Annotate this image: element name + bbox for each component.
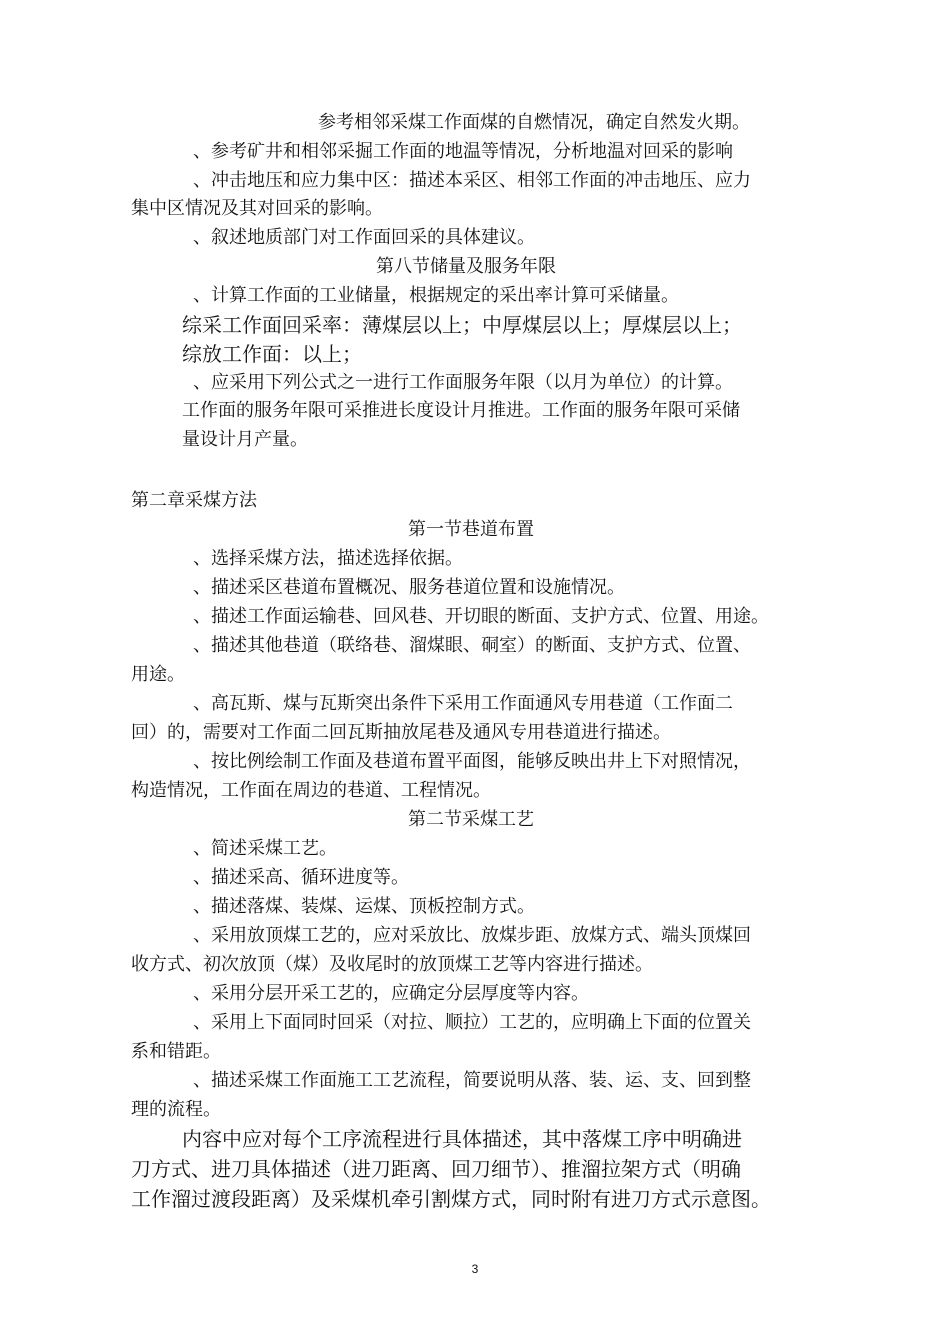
list-item: 、采用分层开采工艺的，应确定分层厚度等内容。: [193, 983, 589, 1004]
section-title: 第一节巷道布置: [408, 519, 534, 540]
text-line: 集中区情况及其对回采的影响。: [131, 198, 383, 219]
list-item: 、采用上下面同时回采（对拉、顺拉）工艺的，应明确上下面的位置关: [193, 1012, 751, 1033]
text-line: 系和错距。: [131, 1041, 221, 1062]
list-item: 、选择采煤方法，描述选择依据。: [193, 548, 463, 569]
list-item: 、描述采区巷道布置概况、服务巷道位置和设施情况。: [193, 577, 625, 598]
text-line: 参考相邻采煤工作面煤的自燃情况，确定自然发火期。: [318, 112, 750, 133]
text-line: 综采工作面回采率：薄煤层以上；中厚煤层以上；厚煤层以上；: [182, 313, 742, 337]
text-line: 工作面的服务年限可采推进长度设计月推进。工作面的服务年限可采储: [182, 400, 740, 421]
list-item: 、采用放顶煤工艺的，应对采放比、放煤步距、放煤方式、端头顶煤回: [193, 925, 751, 946]
list-item: 、描述采煤工作面施工工艺流程，简要说明从落、装、运、支、回到整: [193, 1070, 751, 1091]
text-line: 用途。: [131, 664, 185, 685]
list-item: 、描述落煤、装煤、运煤、顶板控制方式。: [193, 896, 535, 917]
section-title: 第二节采煤工艺: [408, 809, 534, 830]
list-item: 、按比例绘制工作面及巷道布置平面图，能够反映出井上下对照情况，: [193, 751, 751, 772]
list-item: 、计算工作面的工业储量，根据规定的采出率计算可采储量。: [193, 285, 679, 306]
chapter-title: 第二章采煤方法: [131, 490, 257, 511]
text-line: 综放工作面：以上；: [182, 342, 362, 366]
text-line: 回）的，需要对工作面二回瓦斯抽放尾巷及通风专用巷道进行描述。: [131, 722, 671, 743]
page-number: 3: [471, 1262, 479, 1276]
paragraph-line: 工作溜过渡段距离）及采煤机牵引割煤方式，同时附有进刀方式示意图。: [131, 1187, 771, 1211]
list-item: 、冲击地压和应力集中区：描述本采区、相邻工作面的冲击地压、应力: [193, 170, 751, 191]
section-title: 第八节储量及服务年限: [376, 256, 556, 277]
paragraph-line: 内容中应对每个工序流程进行具体描述，其中落煤工序中明确进: [182, 1127, 742, 1151]
list-item: 、简述采煤工艺。: [193, 838, 337, 859]
list-item: 、描述工作面运输巷、回风巷、开切眼的断面、支护方式、位置、用途。: [193, 606, 769, 627]
list-item: 、描述采高、循环进度等。: [193, 867, 409, 888]
list-item: 、描述其他巷道（联络巷、溜煤眼、硐室）的断面、支护方式、位置、: [193, 635, 751, 656]
paragraph-line: 刀方式、进刀具体描述（进刀距离、回刀细节）、推溜拉架方式（明确: [131, 1157, 741, 1181]
list-item: 、高瓦斯、煤与瓦斯突出条件下采用工作面通风专用巷道（工作面二: [193, 693, 733, 714]
text-line: 理的流程。: [131, 1099, 221, 1120]
text-line: 收方式、初次放顶（煤）及收尾时的放顶煤工艺等内容进行描述。: [131, 954, 653, 975]
list-item: 、应采用下列公式之一进行工作面服务年限（以月为单位）的计算。: [193, 372, 733, 393]
list-item: 、叙述地质部门对工作面回采的具体建议。: [193, 227, 535, 248]
text-line: 量设计月产量。: [182, 429, 308, 450]
list-item: 、参考矿井和相邻采掘工作面的地温等情况，分析地温对回采的影响: [193, 141, 733, 162]
text-line: 构造情况，工作面在周边的巷道、工程情况。: [131, 780, 491, 801]
